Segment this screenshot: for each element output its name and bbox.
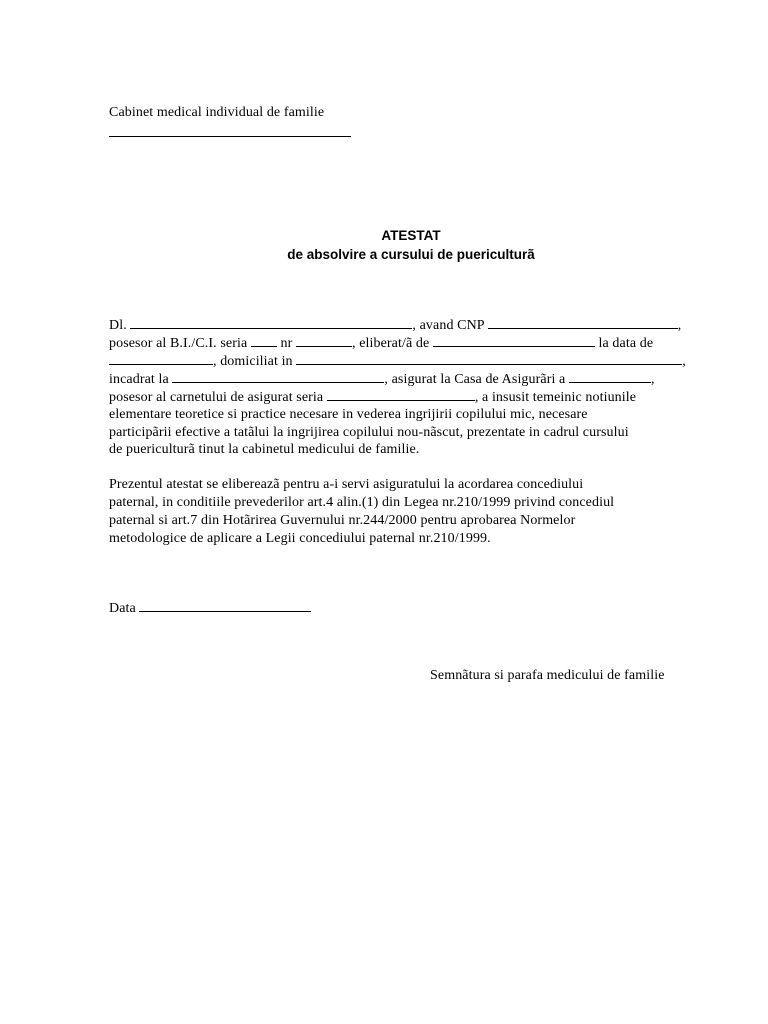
body-line-9: Prezentul atestat se elibereazã pentru a-i servi asiguratului la acordarea concediului xyxy=(109,477,584,492)
id-series-blank xyxy=(251,334,277,347)
body-line-1: Dl. , avand CNP , xyxy=(109,318,682,333)
name-blank xyxy=(130,316,412,329)
body-line-8: de puericulturã tinut la cabinetul medicului de familie. xyxy=(109,442,420,457)
clinic-label: Cabinet medical individual de familie xyxy=(109,105,325,120)
body-line-3: , domiciliat in , xyxy=(109,352,719,369)
signature-label: Semnãtura si parafa medicului de familie xyxy=(430,668,665,683)
date-line xyxy=(109,599,311,617)
date-blank xyxy=(139,599,311,612)
date-label: Data xyxy=(109,601,136,616)
insurance-card-series-blank xyxy=(327,388,475,401)
id-number-blank xyxy=(296,334,352,347)
issue-date-blank xyxy=(109,352,213,365)
body-line-12: metodologice de aplicare a Legii concediului paternal nr.210/1999. xyxy=(109,531,491,546)
body-line-11: paternal si art.7 din Hotãrirea Guvernului nr.244/2000 pentru aprobarea Normelor xyxy=(109,513,576,528)
body-line-7: participãrii efective a tatãlui la ingrijirea copilului nou-nãscut, prezentate in cadrul cursului xyxy=(109,425,629,440)
cnp-blank xyxy=(488,316,678,329)
clinic-name-blank xyxy=(109,136,351,137)
body-line-5: posesor al carnetului de asigurat seria , a insusit temeinic notiunile xyxy=(109,390,637,405)
insurance-house-blank xyxy=(569,370,651,383)
body-line-4: incadrat la , asigurat la Casa de Asigurãri a , xyxy=(109,372,655,387)
issued-by-blank xyxy=(433,334,595,347)
address-blank xyxy=(296,352,682,365)
body-line-10: paternal, in conditiile prevederilor art.4 alin.(1) din Legea nr.210/1999 privind concediul xyxy=(109,495,615,510)
body-line-6: elementare teoretice si practice necesare in vederea ingrijirii copilului mic, necesare xyxy=(109,407,588,422)
body-line-2: posesor al B.I./C.I. seria nr , eliberat/ã de la data de xyxy=(109,336,654,351)
employer-blank xyxy=(172,370,384,383)
document-title: ATESTAT xyxy=(381,228,441,243)
document-subtitle: de absolvire a cursului de puericulturã xyxy=(287,247,535,262)
